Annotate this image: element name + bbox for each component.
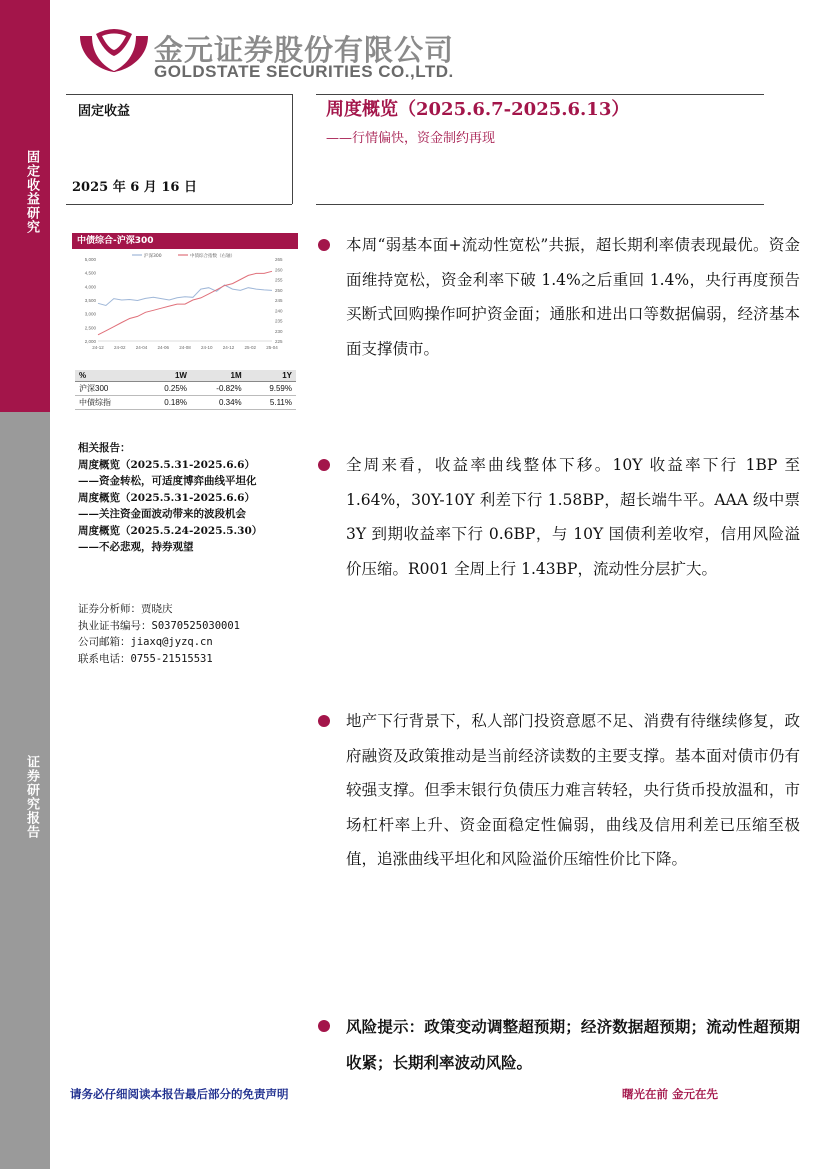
table-cell: 沪深300: [75, 382, 141, 396]
table-cell: 0.25%: [141, 382, 191, 396]
analyst-email[interactable]: jiaxq@jyzq.cn: [130, 636, 213, 648]
related-item[interactable]: 周度概览（2025.5.24-2025.5.30）: [78, 524, 263, 537]
report-subtitle: ——行情偏快，资金制约再现: [326, 131, 496, 146]
table-header-cell: 1Y: [246, 370, 296, 382]
report-date: 2025 年 6 月 16 日: [72, 180, 197, 195]
related-item: ——不必悲观，持券观望: [78, 541, 194, 553]
y-left-tick-label: 3,500: [84, 298, 96, 303]
bullet-dot-icon: [318, 1020, 330, 1032]
side-label-bottom: 证券研究报告: [24, 755, 39, 839]
header-rule-left: [66, 94, 292, 95]
analyst-name: 贾晓庆: [141, 603, 173, 615]
related-item: ——关注资金面波动带来的波段机会: [78, 508, 246, 520]
bullet-dot-icon: [318, 715, 330, 727]
x-tick-label: 25-02: [244, 345, 257, 350]
meta-divider: [292, 94, 293, 204]
bullet-text: 地产下行背景下，私人部门投资意愿不足、消费有待继续修复，政府融资及政策推动是当前经济读数的主要支撑。基本面对债市仍有较强支撑。但季末银行负债压力难言转轻，央行货币投放温和，市场杠杆率上升、资金面稳定性偏弱，曲线及信用利差已压缩至极值，追涨曲线平坦化和风险溢价压缩性价比下降。: [346, 712, 800, 868]
side-label-top: 固定收益研究: [24, 150, 39, 234]
footer-slogan: 曙光在前 金元在先: [622, 1087, 719, 1101]
disclaimer-note: 请务必仔细阅读本报告最后部分的免责声明: [70, 1087, 289, 1101]
table-cell: 0.18%: [141, 396, 191, 410]
bullet-text: 全周来看，收益率曲线整体下移。10Y 收益率下行 1BP 至 1.64%，30Y-10Y 利差下行 1.58BP，超长端牛平。AAA 级中票 3Y 到期收益率下行 0.6BP，与 10Y 国债利差收窄，信用风险溢价压缩。R001 全周上行 1.43BP，流动性分层扩大。: [346, 456, 800, 578]
y-right-tick-label: 265: [275, 257, 283, 262]
analyst-info: [78, 601, 240, 667]
meta-rule-left: [66, 204, 292, 205]
y-left-tick-label: 3,000: [84, 311, 96, 317]
cert-number: S0370525030001: [151, 619, 241, 632]
phone-label: 联系电话：: [78, 652, 131, 665]
x-tick-label: 24-10: [200, 345, 213, 350]
report-title: 周度概览（2025.6.7-2025.6.13）: [326, 99, 630, 120]
table-header-cell: 1W: [141, 370, 191, 382]
table-row: [75, 396, 296, 410]
cert-label: 执业证书编号：: [78, 619, 152, 632]
performance-table: [75, 370, 296, 410]
x-tick-label: 25-04: [266, 345, 278, 350]
x-tick-label: 24-04: [135, 345, 148, 350]
related-item[interactable]: 周度概览（2025.5.31-2025.6.6）: [78, 491, 255, 504]
email-label: 公司邮箱：: [78, 636, 131, 648]
table-header-row: [75, 370, 296, 382]
goldstate-logo-icon: [74, 22, 154, 74]
x-tick-label: 24-02: [113, 345, 126, 350]
y-right-tick-label: 250: [275, 287, 283, 293]
x-tick-label: 24-12: [222, 345, 235, 350]
meta-rule-right: [316, 204, 764, 205]
y-right-tick-label: 260: [275, 267, 283, 273]
y-right-tick-label: 245: [275, 298, 283, 303]
related-item: ——资金转松，可适度博弈曲线平坦化: [78, 475, 257, 487]
y-left-tick-label: 4,500: [84, 270, 96, 276]
related-reports: [78, 440, 262, 556]
table-cell: -0.82%: [191, 382, 246, 396]
table-cell: 0.34%: [191, 396, 246, 410]
y-right-tick-label: 240: [275, 308, 283, 314]
bullet-text: 本周“弱基本面+流动性宽松”共振，超长期利率债表现最优。资金面维持宽松，资金利率下破 1.4%之后重回 1.4%，央行再度预告买断式回购操作呵护资金面；通胀和进出口等数据偏弱，经济基本面支撑债市。: [346, 236, 800, 358]
table-cell: 5.11%: [246, 396, 296, 410]
company-name-en: GOLDSTATE SECURITIES CO.,LTD.: [154, 62, 454, 81]
x-tick-label: 24-08: [179, 345, 191, 350]
report-category: 固定收益: [78, 104, 131, 119]
chart-header: 中债综合-沪深300: [72, 233, 298, 249]
series-line-0: [98, 285, 272, 306]
x-tick-label: 24-12: [92, 345, 104, 350]
analyst-phone: 0755-21515531: [130, 652, 213, 665]
analyst-name-label: 证券分析师：: [78, 603, 141, 615]
y-left-tick-label: 4,000: [84, 284, 96, 290]
related-item[interactable]: 周度概览（2025.5.31-2025.6.6）: [78, 458, 255, 471]
company-name-cn: 金元证券股份有限公司: [154, 33, 455, 67]
y-right-tick-label: 255: [275, 277, 283, 283]
legend-label: 中债综合指数（右轴）: [190, 254, 235, 259]
table-cell: 9.59%: [246, 382, 296, 396]
y-right-tick-label: 230: [275, 328, 283, 334]
legend-label: 沪深300: [144, 254, 162, 259]
bullet-dot-icon: [318, 459, 330, 471]
y-left-tick-label: 2,500: [84, 325, 96, 331]
y-right-tick-label: 225: [275, 339, 283, 344]
y-left-tick-label: 5,000: [84, 257, 96, 262]
related-heading: 相关报告：: [78, 442, 131, 454]
table-row: [75, 382, 296, 396]
y-left-tick-label: 2,000: [84, 339, 96, 344]
bullet-dot-icon: [318, 239, 330, 251]
series-line-1: [98, 271, 272, 335]
table-header-cell: %: [75, 370, 141, 382]
x-tick-label: 24-06: [157, 345, 170, 350]
index-line-chart: [72, 249, 298, 367]
y-right-tick-label: 235: [275, 318, 283, 324]
table-cell: 中债综指: [75, 396, 141, 410]
table-header-cell: 1M: [191, 370, 246, 382]
risk-text: 风险提示：政策变动调整超预期；经济数据超预期；流动性超预期收紧；长期利率波动风险。: [346, 1017, 800, 1072]
